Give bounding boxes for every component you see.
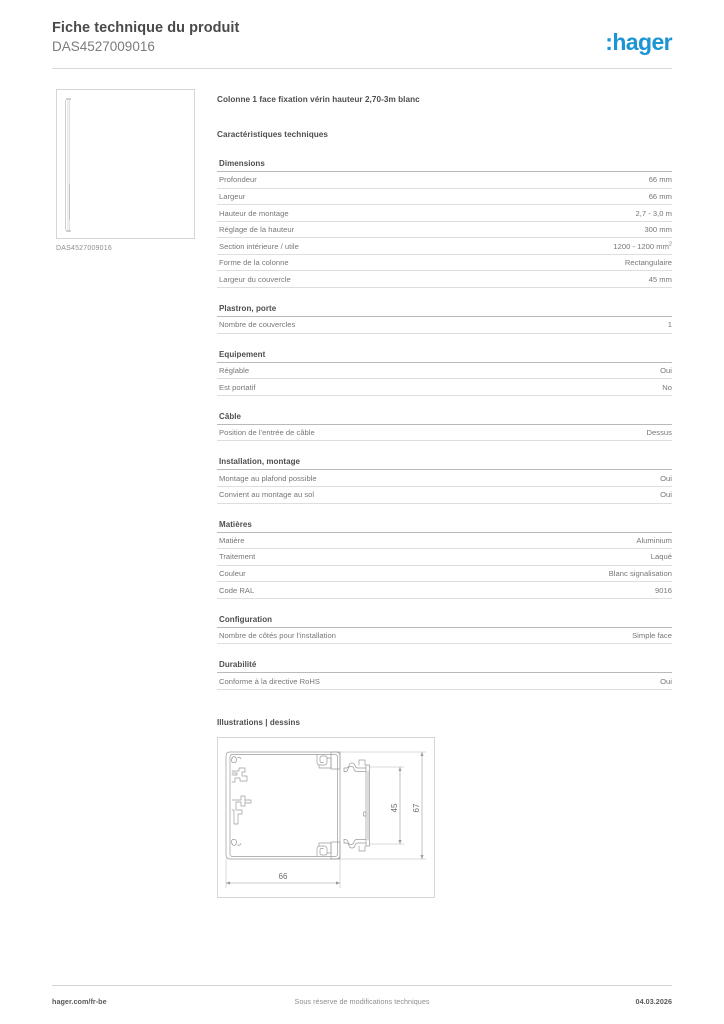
spec-group-title: Durabilité bbox=[217, 660, 672, 673]
footer-divider bbox=[52, 985, 672, 986]
spec-label: Profondeur bbox=[219, 175, 257, 185]
spec-group-title: Configuration bbox=[217, 615, 672, 628]
spec-value: Oui bbox=[660, 490, 672, 500]
spec-row bbox=[217, 189, 672, 206]
spec-row bbox=[217, 673, 672, 690]
spec-value: Oui bbox=[660, 366, 672, 376]
spec-label: Réglable bbox=[219, 366, 250, 376]
spec-value: 45 mm bbox=[648, 274, 672, 284]
product-photo bbox=[56, 89, 195, 239]
spec-group-title: Equipement bbox=[217, 350, 672, 363]
dimension-label-66: 66 bbox=[278, 871, 288, 881]
spec-value: 1 bbox=[667, 320, 672, 330]
dimension-label-45: 45 bbox=[390, 803, 399, 813]
spec-label: Code RAL bbox=[219, 585, 255, 595]
spec-row bbox=[217, 205, 672, 222]
hager-logo: :hager bbox=[605, 29, 672, 55]
spec-value: 2,7 - 3,0 m bbox=[635, 208, 672, 218]
spec-value: Laqué bbox=[650, 552, 672, 562]
spec-row bbox=[217, 582, 672, 599]
spec-row bbox=[217, 238, 672, 255]
spec-row bbox=[217, 549, 672, 566]
spec-group-title: Plastron, porte bbox=[217, 304, 672, 317]
profile-cross-section-svg bbox=[218, 738, 434, 897]
page-title: Fiche technique du produit bbox=[52, 20, 240, 36]
column-top-cap bbox=[66, 98, 71, 100]
spec-group-title: Matières bbox=[217, 520, 672, 533]
column-edge bbox=[65, 100, 66, 230]
spec-group bbox=[217, 660, 672, 690]
spec-label: Position de l'entrée de câble bbox=[219, 428, 315, 438]
spec-label: Conforme à la directive RoHS bbox=[219, 676, 321, 686]
spec-group bbox=[217, 412, 672, 442]
spec-group bbox=[217, 304, 672, 334]
spec-value: Oui bbox=[660, 473, 672, 483]
spec-label: Forme de la colonne bbox=[219, 258, 289, 268]
spec-group bbox=[217, 350, 672, 396]
spec-value: 9016 bbox=[655, 585, 672, 595]
spec-value: Rectangulaire bbox=[624, 258, 672, 268]
spec-label: Réglage de la hauteur bbox=[219, 225, 295, 235]
spec-row bbox=[217, 533, 672, 550]
specification-tables bbox=[217, 159, 672, 690]
spec-label: Montage au plafond possible bbox=[219, 473, 317, 483]
technical-characteristics-heading: Caractéristiques techniques bbox=[217, 130, 329, 139]
spec-value: 300 mm bbox=[644, 225, 672, 235]
spec-label: Nombre de côtés pour l'installation bbox=[219, 631, 336, 641]
spec-row bbox=[217, 566, 672, 583]
product-photo-caption: DAS4527009016 bbox=[56, 245, 112, 252]
spec-label: Couleur bbox=[219, 569, 246, 579]
spec-row bbox=[217, 425, 672, 442]
page-footer bbox=[52, 997, 672, 1011]
footer-website[interactable]: hager.com/fr-be bbox=[52, 997, 107, 1006]
footer-date: 04.03.2026 bbox=[635, 997, 672, 1006]
spec-value: Aluminium bbox=[636, 535, 672, 545]
product-reference: DAS4527009016 bbox=[52, 39, 155, 54]
spec-label: Convient au montage au sol bbox=[219, 490, 315, 500]
spec-value: No bbox=[662, 382, 672, 392]
spec-label: Largeur bbox=[219, 191, 246, 201]
header-divider bbox=[52, 68, 672, 69]
spec-row bbox=[217, 317, 672, 334]
column-bottom-cap bbox=[66, 230, 71, 232]
spec-row bbox=[217, 470, 672, 487]
spec-value: 66 mm bbox=[648, 191, 672, 201]
spec-value: Blanc signalisation bbox=[608, 569, 672, 579]
spec-value: Oui bbox=[660, 676, 672, 686]
spec-group bbox=[217, 520, 672, 599]
spec-row bbox=[217, 628, 672, 645]
column-illustration bbox=[65, 98, 72, 232]
dimension-label-67: 67 bbox=[412, 803, 421, 813]
spec-label: Est portatif bbox=[219, 382, 256, 392]
spec-row bbox=[217, 255, 672, 272]
spec-row bbox=[217, 271, 672, 288]
spec-label: Matière bbox=[219, 535, 245, 545]
spec-label: Hauteur de montage bbox=[219, 208, 289, 218]
spec-value: 1200 - 1200 $mm^2$ bbox=[613, 241, 672, 251]
spec-value: Dessus bbox=[646, 428, 672, 438]
spec-group bbox=[217, 457, 672, 503]
spec-row bbox=[217, 363, 672, 380]
spec-group bbox=[217, 159, 672, 288]
column-seam bbox=[69, 184, 70, 220]
spec-label: Largeur du couvercle bbox=[219, 274, 291, 284]
spec-row bbox=[217, 222, 672, 239]
spec-row bbox=[217, 172, 672, 189]
spec-group-title: Installation, montage bbox=[217, 457, 672, 470]
footer-disclaimer: Sous réserve de modifications techniques bbox=[294, 997, 430, 1006]
page-header bbox=[52, 20, 672, 66]
spec-row bbox=[217, 379, 672, 396]
spec-group-title: Câble bbox=[217, 412, 672, 425]
spec-label: Section intérieure / utile bbox=[219, 241, 299, 251]
main-content bbox=[217, 95, 672, 898]
drawings-heading: Illustrations | dessins bbox=[217, 717, 300, 727]
spec-group bbox=[217, 615, 672, 645]
spec-group-title: Dimensions bbox=[217, 159, 672, 172]
spec-row bbox=[217, 487, 672, 504]
spec-value: Simple face bbox=[632, 631, 672, 641]
product-name: Colonne 1 face fixation vérin hauteur 2,70-3m blanc bbox=[217, 95, 420, 104]
technical-drawing bbox=[217, 737, 435, 898]
spec-label: Nombre de couvercles bbox=[219, 320, 296, 330]
spec-value: 66 mm bbox=[648, 175, 672, 185]
spec-label: Traitement bbox=[219, 552, 256, 562]
